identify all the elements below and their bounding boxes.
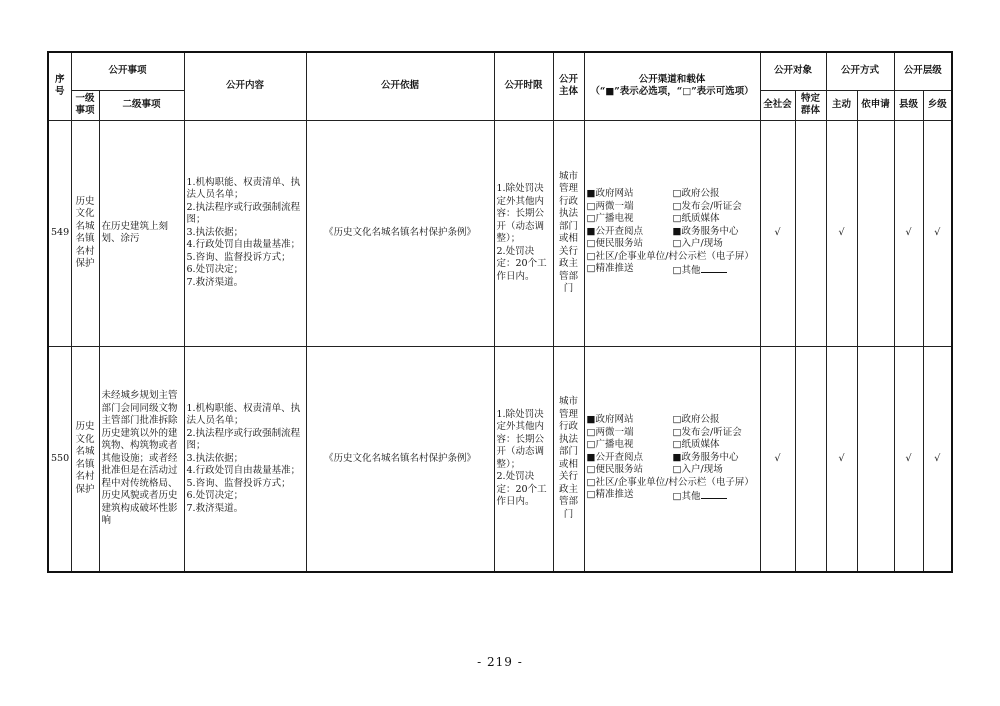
header-items: 公开事项 xyxy=(71,52,184,90)
channel-grid xyxy=(587,188,758,278)
channel-item: □两微一端 xyxy=(586,426,634,438)
disclosure-table xyxy=(47,51,953,573)
row-period: 1.除处罚决定外其他内容：长期公开（动态调整）； 2.处罚决定：20个工作日内。 xyxy=(494,346,553,572)
row-audience-group xyxy=(795,346,826,572)
channel-item: □便民服务站 xyxy=(586,464,643,475)
channel-item: □精准推送 xyxy=(586,263,634,275)
header-channels xyxy=(584,52,760,120)
channel-item-other xyxy=(673,489,758,504)
header-audience-all: 全社会 xyxy=(760,90,795,120)
header-content: 公开内容 xyxy=(184,52,306,120)
row-level-town: √ xyxy=(923,346,952,572)
channel-item: ■公开查阅点 xyxy=(586,451,643,463)
channel-item: ■公开查阅点 xyxy=(586,225,643,237)
channel-item: □纸质媒体 xyxy=(672,213,720,225)
channel-item: ■政府网站 xyxy=(586,188,634,200)
row-level-town: √ xyxy=(923,120,952,346)
row-level-county: √ xyxy=(894,120,923,346)
channel-grid xyxy=(587,414,758,504)
channel-item: □两微一端 xyxy=(586,200,634,212)
channel-item: □社区/企事业单位/村公示栏（电子屏） xyxy=(586,250,754,262)
header-method-active: 主动 xyxy=(826,90,857,120)
channel-other-label: □其他 xyxy=(672,265,701,277)
row-level1: 历史文化名城名镇名村保护 xyxy=(71,346,99,572)
header-subject: 公开主体 xyxy=(553,52,584,120)
channel-item: ■政务服务中心 xyxy=(672,225,739,237)
header-audience: 公开对象 xyxy=(760,52,826,90)
row-level-county: √ xyxy=(894,346,923,572)
channel-item: □广播电视 xyxy=(586,439,634,450)
channel-item: □发布会/听证会 xyxy=(672,200,742,212)
row-method-active: √ xyxy=(826,120,857,346)
channel-item: □发布会/听证会 xyxy=(672,426,742,438)
channel-item: ■政务服务中心 xyxy=(672,451,739,463)
row-level1: 历史文化名城名镇名村保护 xyxy=(71,120,99,346)
header-seq: 序号 xyxy=(48,52,71,120)
row-level2: 在历史建筑上刻划、涂污 xyxy=(99,120,184,346)
header-channels-title: 公开渠道和载体 xyxy=(638,73,706,85)
row-content: 1.机构职能、权责清单、执法人员名单； 2.执法程序或行政强制流程图； 3.执法依据； 4.行政处罚自由裁量基准； 5.咨询、监督投诉方式； 6.处罚决定； 7.救济渠道。 xyxy=(184,120,306,346)
channel-item: □便民服务站 xyxy=(586,238,643,250)
channel-other-label: □其他 xyxy=(672,491,701,502)
header-level: 公开层级 xyxy=(894,52,952,90)
blank-underline xyxy=(701,263,727,273)
row-method-active: √ xyxy=(826,346,857,572)
table-row xyxy=(48,120,952,346)
row-subject: 城市管理行政执法部门或相关行政主管部门 xyxy=(553,346,584,572)
header-method-request: 依申请 xyxy=(857,90,894,120)
header-level2: 二级事项 xyxy=(99,90,184,120)
row-audience-group xyxy=(795,120,826,346)
header-channels-note: （“■”表示必选项，“□”表示可选项） xyxy=(590,86,754,98)
channel-item: □政府公报 xyxy=(672,414,720,425)
header-basis: 公开依据 xyxy=(306,52,494,120)
header-level-county: 县级 xyxy=(894,90,923,120)
row-channels xyxy=(584,120,760,346)
channel-item: □广播电视 xyxy=(586,213,634,225)
channel-item: □纸质媒体 xyxy=(672,439,720,450)
channel-item: ■政府网站 xyxy=(586,414,634,425)
channel-item: □入户/现场 xyxy=(672,238,723,250)
blank-underline xyxy=(701,489,727,499)
header-level1: 一级事项 xyxy=(71,90,99,120)
row-seq: 550 xyxy=(48,346,71,572)
row-content: 1.机构职能、权责清单、执法人员名单； 2.执法程序或行政强制流程图； 3.执法依据； 4.行政处罚自由裁量基准； 5.咨询、监督投诉方式； 6.处罚决定； 7.救济渠道。 xyxy=(184,346,306,572)
channel-item: □社区/企事业单位/村公示栏（电子屏） xyxy=(586,476,754,488)
channel-item: □入户/现场 xyxy=(672,464,723,475)
row-basis: 《历史文化名城名镇名村保护条例》 xyxy=(306,346,494,572)
table-row xyxy=(48,346,952,572)
channel-item: □精准推送 xyxy=(586,489,634,500)
row-audience-all: √ xyxy=(760,120,795,346)
page-number: - 219 - xyxy=(477,655,523,669)
row-subject: 城市管理行政执法部门或相关行政主管部门 xyxy=(553,120,584,346)
header-level-town: 乡级 xyxy=(923,90,952,120)
row-level2: 未经城乡规划主管部门会同同级文物主管部门批准拆除历史建筑以外的建筑物、构筑物或者其他设施；或者经批准但是在活动过程中对传统格局、历史风貌或者历史建筑构成破坏性影响 xyxy=(99,346,184,572)
row-audience-all: √ xyxy=(760,346,795,572)
row-method-request xyxy=(857,120,894,346)
row-period: 1.除处罚决定外其他内容：长期公开（动态调整）； 2.处罚决定：20个工作日内。 xyxy=(494,120,553,346)
header-period: 公开时限 xyxy=(494,52,553,120)
channel-item: □政府公报 xyxy=(672,188,720,200)
row-seq: 549 xyxy=(48,120,71,346)
header-method: 公开方式 xyxy=(826,52,894,90)
row-basis: 《历史文化名城名镇名村保护条例》 xyxy=(306,120,494,346)
row-method-request xyxy=(857,346,894,572)
row-channels xyxy=(584,346,760,572)
header-audience-group: 特定群体 xyxy=(795,90,826,120)
channel-item-other xyxy=(673,263,758,278)
